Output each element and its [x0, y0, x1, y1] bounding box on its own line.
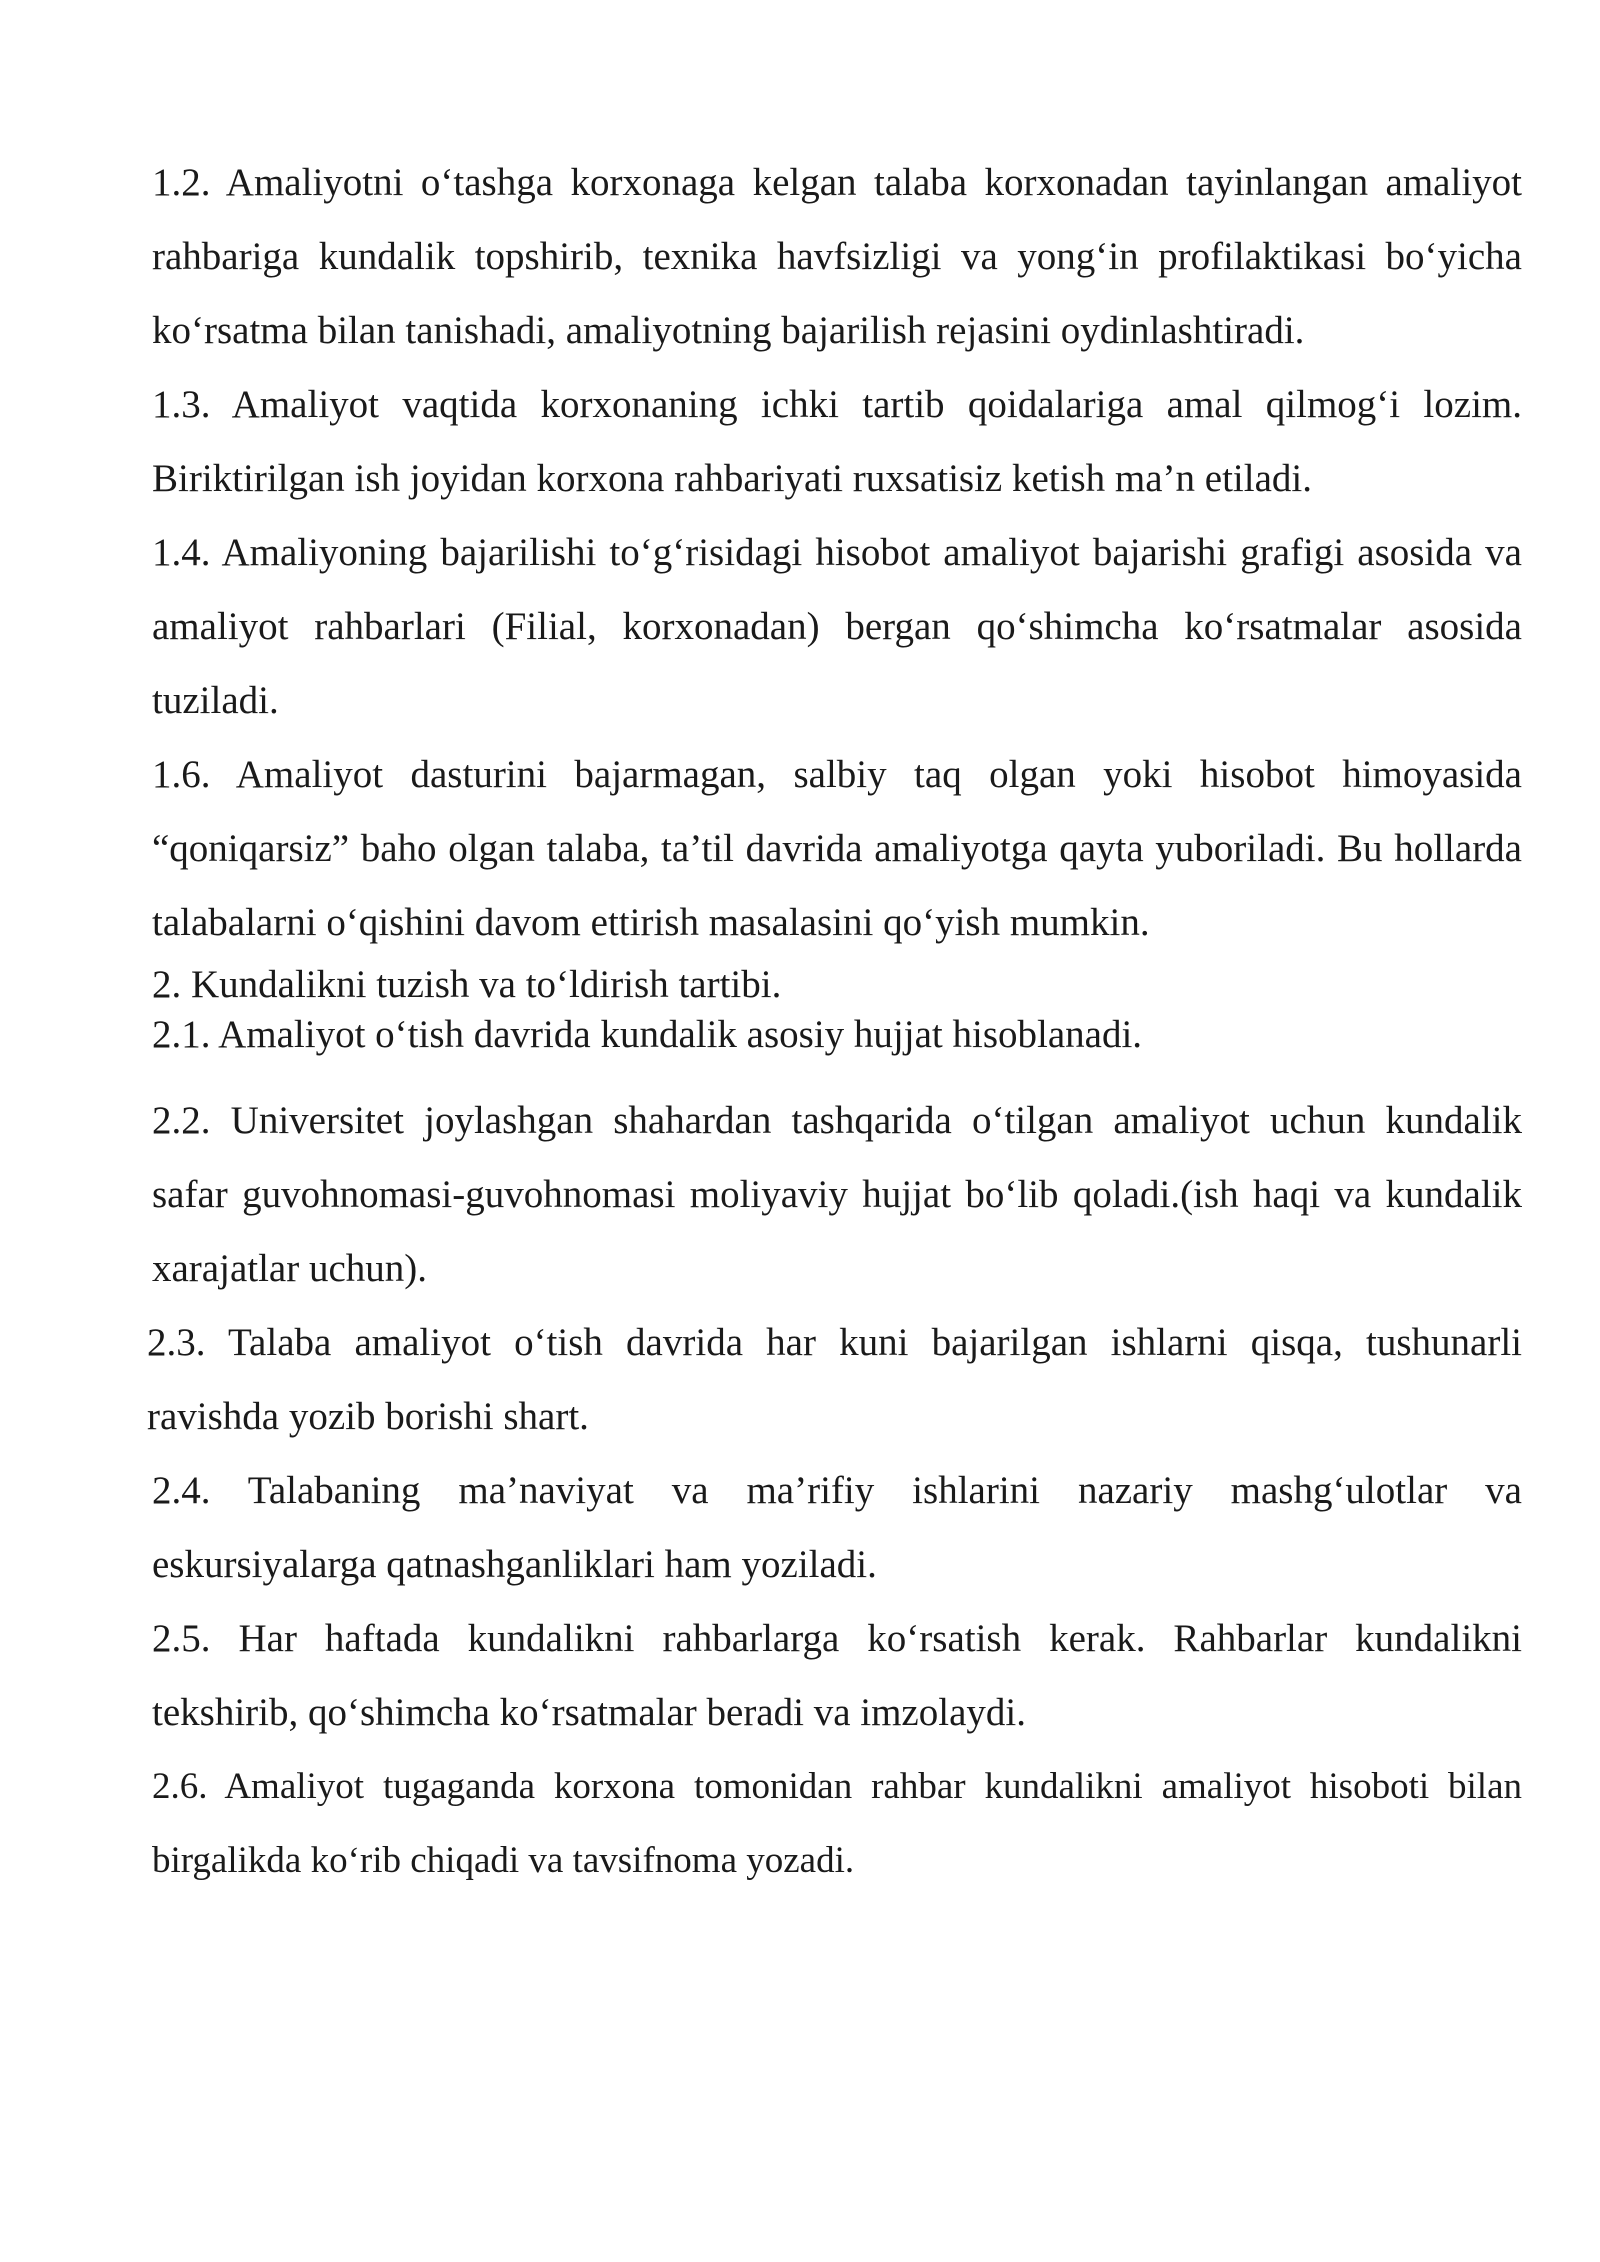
paragraph-2-3: 2.3. Talaba amaliyot o‘tish davrida har kuni bajarilgan ishlarni qisqa, tushunarli ravishda yozib borishi shart. [147, 1321, 1522, 1438]
paragraph-1-6: 1.6. Amaliyot dasturini bajarmagan, salbiy taq olgan yoki hisobot himoyasida “qoniqarsiz” baho olgan talaba, ta’til davrida amaliyotga qayta yuboriladi. Bu hollarda talabalarni o‘qishini davom ettirish masalasini qo‘yish mumkin. [152, 753, 1522, 944]
paragraph-2-2: 2.2. Universitet joylashgan shahardan tashqarida o‘tilgan amaliyot uchun kundalik safar guvohnomasi-guvohnomasi moliyaviy hujjat bo‘lib qoladi.(ish haqi va kundalik xarajatlar uchun). [152, 1099, 1522, 1290]
paragraph-2-6: 2.6. Amaliyot tugaganda korxona tomonidan rahbar kundalikni amaliyot hisoboti bilan birgalikda ko‘rib chiqadi va tavsifnoma yozadi. [152, 1766, 1522, 1881]
paragraph-2-1: 2.1. Amaliyot o‘tish davrida kundalik asosiy hujjat hisoblanadi. [152, 1013, 1143, 1056]
document-body [147, 146, 1522, 1898]
section-heading-2: 2. Kundalikni tuzish va to‘ldirish tartibi. [152, 963, 782, 1006]
paragraph-2-4: 2.4. Talabaning ma’naviyat va ma’rifiy ishlarini nazariy mashg‘ulotlar va eskursiyalarga qatnashganliklari ham yoziladi. [152, 1469, 1522, 1586]
paragraph-1-3: 1.3. Amaliyot vaqtida korxonaning ichki tartib qoidalariga amal qilmog‘i lozim. Biriktirilgan ish joyidan korxona rahbariyati ruxsatisiz ketish ma’n etiladi. [152, 383, 1522, 500]
paragraph-1-2: 1.2. Amaliyotni o‘tashga korxonaga kelgan talaba korxonadan tayinlangan amaliyot rahbariga kundalik topshirib, texnika havfsizligi va yong‘in profilaktikasi bo‘yicha ko‘rsatma bilan tanishadi, amaliyotning bajarilish rejasini oydinlashtiradi. [152, 161, 1522, 352]
paragraph-2-5: 2.5. Har haftada kundalikni rahbarlarga ko‘rsatish kerak. Rahbarlar kundalikni tekshirib, qo‘shimcha ko‘rsatmalar beradi va imzolaydi. [152, 1617, 1522, 1734]
paragraph-1-4: 1.4. Amaliyoning bajarilishi to‘g‘risidagi hisobot amaliyot bajarishi grafigi asosida va amaliyot rahbarlari (Filial, korxonadan) bergan qo‘shimcha ko‘rsatmalar asosida tuziladi. [152, 531, 1522, 722]
